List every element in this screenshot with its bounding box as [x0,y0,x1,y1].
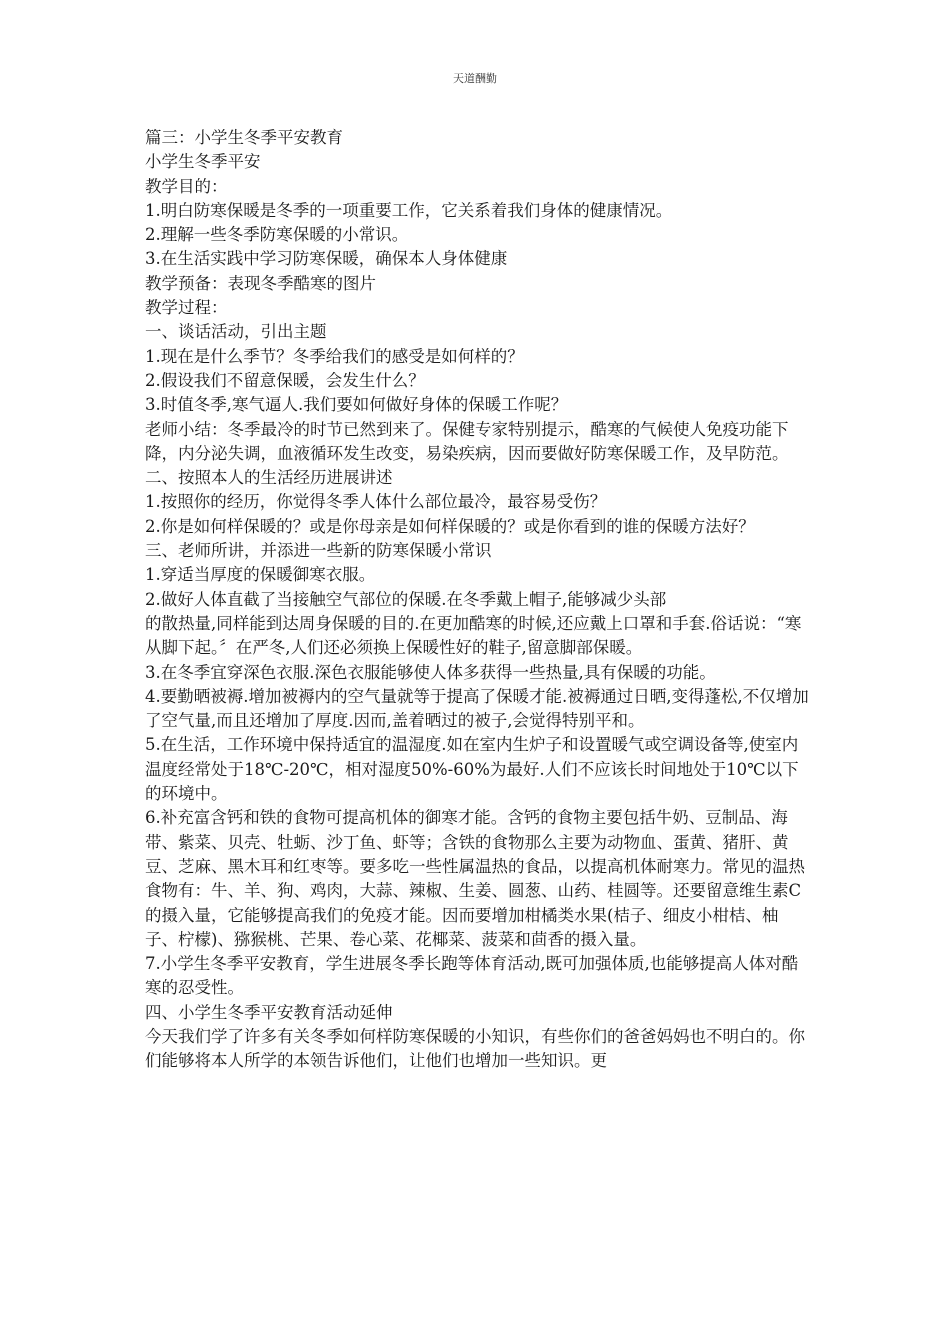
doc-subtitle: 小学生冬季平安 [145,152,261,172]
page-header: 天道酬勤 [453,72,497,85]
doc-title: 篇三：小学生冬季平安教育 [145,128,343,147]
paragraph: 1.穿适当厚度的保暖御寒衣服。 [145,565,376,585]
paragraph: 2.理解一些冬季防寒保暖的小常识。 [145,225,409,245]
paragraph: 的散热量,同样能到达周身保暖的目的.在更加酷寒的时候,还应戴上口罩和手套.俗话说：“寒从脚下起。〞在严冬,人们还必须换上保暖性好的鞋子,留意脚部保暖。 [145,613,802,658]
paragraph: 今天我们学了许多有关冬季如何样防寒保暖的小知识，有些你们的爸爸妈妈也不明白的。你们能够将本人所学的本领告诉他们，让他们也增加一些知识。更 [145,1026,805,1071]
paragraph: 7.小学生冬季平安教育，学生进展冬季长跑等体育活动,既可加强体质,也能够提高人体对酷寒的忍受性。 [145,954,799,998]
paragraph: 2.做好人体直截了当接触空气部位的保暖.在冬季戴上帽子,能够减少头部 [145,589,667,609]
document-body [145,126,810,1074]
paragraph: 教学目的： [145,176,228,196]
paragraph: 1.按照你的经历，你觉得冬季人体什么部位最冷，最容易受伤？ [145,492,607,512]
paragraph: 教学过程： [145,298,228,318]
paragraph: 教学预备：表现冬季酷寒的图片 [145,273,376,293]
section-heading: 四、小学生冬季平安教育活动延伸 [145,1002,393,1022]
paragraph: 4.要勤晒被褥.增加被褥内的空气量就等于提高了保暖才能.被褥通过日晒,变得蓬松,不仅增加了空气量,而且还增加了厚度.因而,盖着晒过的被子,会觉得特别平和。 [145,686,809,731]
paragraph: 2.假设我们不留意保暖，会发生什么？ [145,370,425,390]
paragraph: 3.在冬季宜穿深色衣服.深色衣服能够使人体多获得一些热量,具有保暖的功能。 [145,662,716,682]
paragraph: 3.时值冬季,寒气逼人.我们要如何做好身体的保暖工作呢？ [145,395,568,415]
paragraph: 2.你是如何样保暖的？或是你母亲是如何样保暖的？或是你看到的谁的保暖方法好？ [145,516,755,536]
paragraph: 3.在生活实践中学习防寒保暖，确保本人身体健康 [145,249,508,269]
section-heading: 一、谈话活动，引出主题 [145,322,327,342]
paragraph: 6.补充富含钙和铁的食物可提高机体的御寒才能。含钙的食物主要包括牛奶、豆制品、海带、紫菜、贝壳、牡蛎、沙丁鱼、虾等；含铁的食物那么主要为动物血、蛋黄、猪肝、黄豆、芝麻、黑木耳和红枣等。要多吃一些性属温热的食品，以提高机体耐寒力。常见的温热食物有：牛、羊、狗、鸡肉，大蒜、辣椒、生姜、圆葱、山药、桂圆等。还要留意维生素C的摄入量，它能够提高我们的免疫才能。因而要增加柑橘类水果(桔子、细皮小柑桔、柚子、柠檬)、猕猴桃、芒果、卷心菜、花椰菜、菠菜和茴香的摄入量。 [145,808,805,949]
paragraph: 1.现在是什么季节？冬季给我们的感受是如何样的？ [145,346,524,366]
section-heading: 三、老师所讲，并添进一些新的防寒保暖小常识 [145,541,492,561]
section-heading: 二、按照本人的生活经历进展讲述 [145,468,393,488]
paragraph: 1.明白防寒保暖是冬季的一项重要工作，它关系着我们身体的健康情况。 [145,200,673,220]
paragraph: 5.在生活，工作环境中保持适宜的温湿度.如在室内生炉子和设置暖气或空调设备等,使室内温度经常处于18℃-20℃，相对湿度50%-60%为最好.人们不应该长时间地处于10℃以下的环境中。 [145,735,799,804]
paragraph: 老师小结：冬季最冷的时节已然到来了。保健专家特别提示，酷寒的气候使人免疫功能下降，内分泌失调，血液循环发生改变，易染疾病，因而要做好防寒保暖工作，及早防范。 [145,419,789,463]
